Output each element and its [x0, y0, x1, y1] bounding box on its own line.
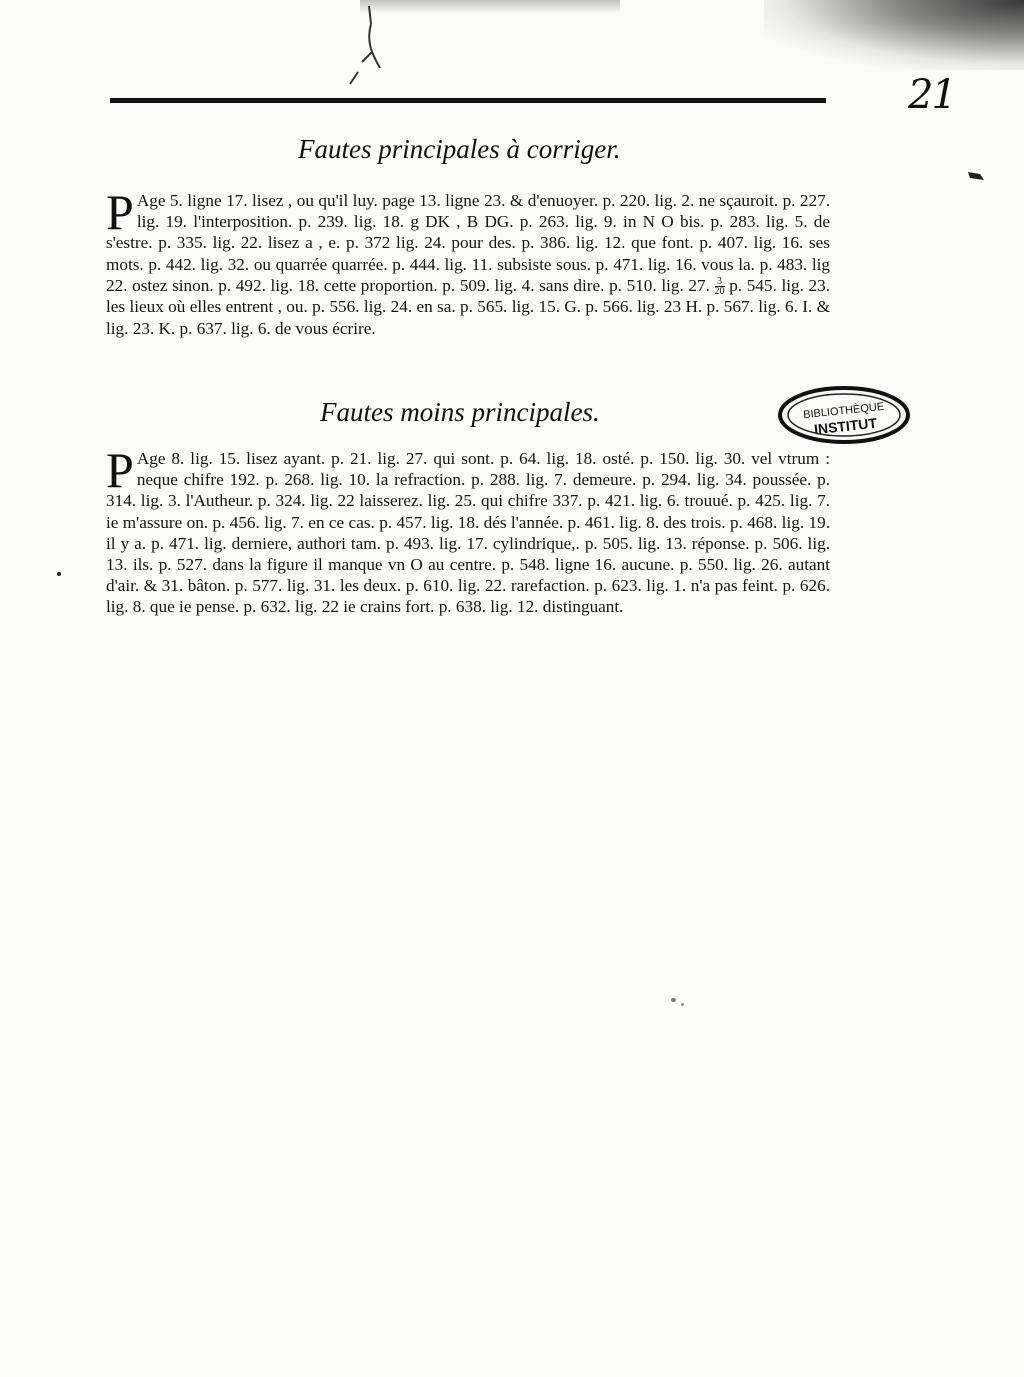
errata-moins-text: Age 8. lig. 15. lisez ayant. p. 21. lig. 27. qui sont. p. 64. lig. 18. osté. p. 150. lig. 30. vel vtrum : neque chifre 192. p. 268. lig. 10. la refraction. p. 288. lig. 7. demeure. p. 294. lig. 34. poussée. p. 314. lig. 3. l'Autheur. p. 324. lig. 22 laisserez. lig. 25. qui chifre 337. p. 421. lig. 6. trouué. p. 425. lig. 7. ie m'assure on. p. 456. lig. 7. en ce cas. p. 457. lig. 18. dés l'année. p. 461. lig. 8. des trois. p. 468. lig. 19. il y a. p. 471. lig. derniere, authori tam. p. 493. lig. 17. cylindrique,. p. 505. lig. 13. réponse. p. 506. lig. 13. ils. p. 527. dans la figure il manque vn O au centre. p. 548. ligne 16. aucune. p. 550. lig. 26. autant d'air. & 31. bâton. p. 577. lig. 31. les deux. p. 610. lig. 22. rarefaction. p. 623. lig. 1. n'a pas feint. p. 626. lig. 8. que ie pense. p. 632. lig. 22 ie crains fort. p. 638. lig. 12. distinguant. — [106, 449, 830, 617]
drop-cap: P — [106, 184, 134, 240]
library-stamp — [776, 384, 912, 446]
margin-mark — [966, 168, 986, 182]
stamp-line-1: BIBLIOTHÈQUE — [802, 400, 885, 422]
errata-principales — [106, 184, 831, 339]
ink-speck — [57, 572, 61, 576]
ink-mark — [336, 2, 386, 92]
fraction — [715, 277, 725, 296]
ink-speck — [681, 1003, 684, 1006]
stamp-line-2: INSTITUT — [813, 414, 878, 438]
errata-principales-text-after: p. 545. lig. 23. les lieux où elles entrent , ou. p. 556. lig. 24. en sa. p. 565. lig. 15. G. p. 566. lig. 23 H. p. 567. lig. 6. I. & lig. 23. K. p. 637. lig. 6. de vous écrire. — [106, 275, 831, 338]
errata-principales-text: Age 5. ligne 17. lisez , ou qu'il luy. page 13. ligne 23. & d'enuoyer. p. 220. lig. 2. ne sçauroit. p. 227. lig. 19. l'interposition. p. 239. lig. 18. g DK , B DG. p. 263. lig. 9. in N O bis. p. 283. lig. 5. de s'estre. p. 335. lig. 22. lisez a , e. p. 372 lig. 24. pour des. p. 386. lig. 12. que font. p. 407. lig. 16. ses mots. p. 442. lig. 32. ou quarrée quarrée. p. 444. lig. 11. subsiste sous. p. 471. lig. 16. vous la. p. 483. lig 22. ostez sinon. p. 492. lig. 18. cette proportion. p. 509. lig. 4. sans dire. p. 510. lig. 27. — [106, 191, 830, 295]
fraction-denominator: 20 — [714, 286, 725, 298]
heading-fautes-principales: Fautes principales à corriger. — [298, 134, 621, 164]
fraction-numerator: 3 — [715, 277, 725, 287]
header-rule — [110, 98, 826, 103]
ink-speck — [671, 998, 676, 1002]
errata-moins-principales — [106, 442, 830, 618]
folio-number: 21 — [908, 72, 955, 118]
scan-corner-shadow — [764, 0, 1024, 70]
scan-top-smudge — [360, 0, 620, 14]
drop-cap: P — [106, 442, 134, 498]
heading-fautes-moins-principales: Fautes moins principales. — [320, 397, 600, 427]
